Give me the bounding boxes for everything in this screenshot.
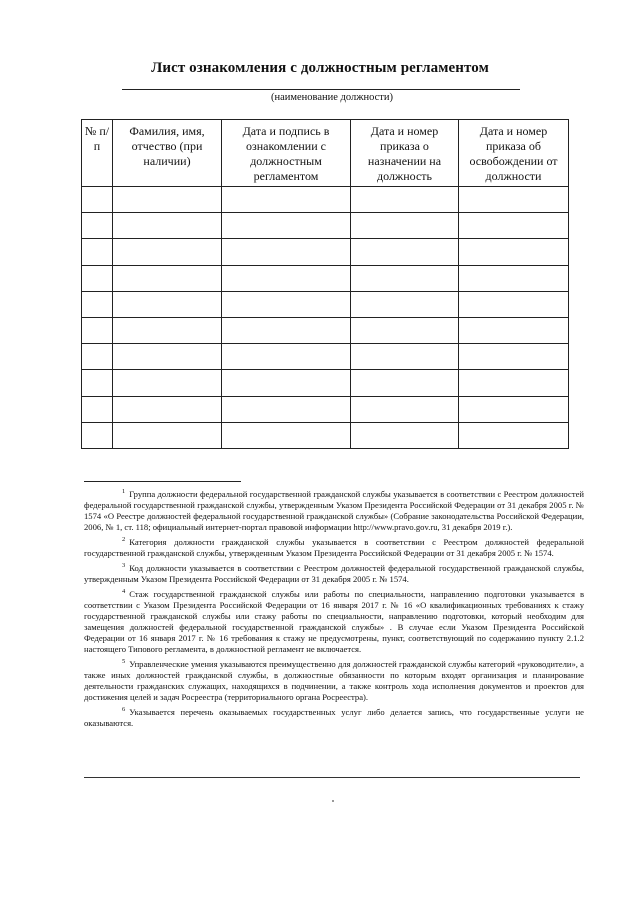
footnote-text: Категория должности гражданской службы указывается в соответствии с Реестром должностей федеральной государственной гражданской службы, утвержденным Указом Президента Российской Федерации от 31 декабря 2005 г. № 1574.: [84, 537, 584, 558]
table-cell[interactable]: [222, 213, 351, 239]
table-cell[interactable]: [351, 422, 459, 448]
table-cell[interactable]: [113, 187, 222, 213]
table-header-row: [82, 120, 569, 187]
table-cell[interactable]: [222, 396, 351, 422]
footnote-mark: 6: [122, 706, 126, 713]
document-title: Лист ознакомления с должностным регламентом: [151, 60, 489, 76]
header-dismissal-order: Дата и номер приказа об освобождении от должности: [459, 120, 569, 187]
table-row: [82, 291, 569, 317]
table-cell[interactable]: [82, 187, 113, 213]
table-cell[interactable]: [222, 187, 351, 213]
table-cell[interactable]: [459, 213, 569, 239]
footnote-mark: 2: [122, 536, 126, 543]
table-cell[interactable]: [222, 422, 351, 448]
table-cell[interactable]: [113, 422, 222, 448]
table-cell[interactable]: [351, 370, 459, 396]
table-cell[interactable]: [351, 396, 459, 422]
table-cell[interactable]: [222, 370, 351, 396]
table-cell[interactable]: [222, 291, 351, 317]
footnote: [84, 486, 584, 533]
table-cell[interactable]: [113, 344, 222, 370]
table-cell[interactable]: [222, 265, 351, 291]
acknowledgement-table: [81, 119, 569, 449]
table-cell[interactable]: [113, 291, 222, 317]
table-row: [82, 213, 569, 239]
footnotes: [84, 486, 584, 730]
table-cell[interactable]: [351, 291, 459, 317]
table-cell[interactable]: [82, 265, 113, 291]
table-cell[interactable]: [113, 239, 222, 265]
table-cell[interactable]: [351, 187, 459, 213]
table-cell[interactable]: [351, 239, 459, 265]
header-full-name: Фамилия, имя, отчество (при наличии): [113, 120, 222, 187]
footnote: [84, 586, 584, 655]
table-cell[interactable]: [222, 317, 351, 343]
footnote-mark: 1: [122, 488, 126, 495]
table-row: [82, 317, 569, 343]
footnote-text: Группа должности федеральной государственной гражданской службы указывается в соответствии с Реестром должностей федеральной государственной гражданской службы, утвержденным Указом Президента Российской Федерации от 31 декабря 2005 г. № 1574 «О Реестре должностей федеральной государственной гражданской службы» (Собрание законодательства Российской Федерации, 2006, № 1, ст. 118; официальный интернет-портал правовой информации http://www.pravo.gov.ru, 31 декабря 2019 г.).: [84, 489, 584, 532]
header-signature-date: Дата и подпись в ознакомлении с должностным регламентом: [222, 120, 351, 187]
table-cell[interactable]: [82, 317, 113, 343]
table-cell[interactable]: [222, 239, 351, 265]
table-cell[interactable]: [459, 344, 569, 370]
table-cell[interactable]: [82, 396, 113, 422]
table-body: [82, 187, 569, 449]
table-cell[interactable]: [459, 370, 569, 396]
footnote: [84, 560, 584, 585]
table-cell[interactable]: [459, 396, 569, 422]
header-number: № п/п: [82, 120, 113, 187]
footnote-mark: 4: [122, 588, 126, 595]
footnote: [84, 656, 584, 703]
table-cell[interactable]: [82, 213, 113, 239]
table-row: [82, 239, 569, 265]
table-cell[interactable]: [351, 317, 459, 343]
footnote-text: Стаж государственной гражданской службы или работы по специальности, направлению подготовки указывается в соответствии с Указом Президента Российской Федерации от 16 января 2017 г. № 16 «О квалификационных требованиях к стажу государственной гражданской службы или стажу работы по специальности, направлению подготовки, который необходим для замещения должностей федеральной государственной гражданской службы» . В случае если Указом Президента Российской Федерации от 16 января 2017 г. № 16 требования к стажу не предусмотрены, пункт, соответствующий по содержанию пункту 2.1.2 настоящего Типового регламента, в должностной регламент не включается.: [84, 589, 584, 654]
table-cell[interactable]: [113, 370, 222, 396]
table-row: [82, 370, 569, 396]
table-row: [82, 396, 569, 422]
table-cell[interactable]: [222, 344, 351, 370]
scan-speck: [332, 800, 334, 802]
table-cell[interactable]: [459, 187, 569, 213]
footnote-mark: 3: [122, 562, 126, 569]
footnote-text: Управленческие умения указываются преимущественно для должностей гражданской службы категорий «руководители», а также иных должностей гражданской службы, в должностные обязанности по которым входят организация и планирование деятельности гражданских служащих, находящихся в подчинении, а также контроль хода исполнения документов и проектов для достижения целей и задач Росреестра (территориального органа Росреестра).: [84, 659, 584, 702]
table-cell[interactable]: [113, 265, 222, 291]
position-name-caption: (наименование должности): [270, 92, 394, 103]
table-cell[interactable]: [459, 265, 569, 291]
position-name-line: [122, 89, 520, 90]
table-row: [82, 422, 569, 448]
footnote-text: Код должности указывается в соответствии с Реестром должностей федеральной государственной гражданской службы, утвержденным Указом Президента Российской Федерации от 31 декабря 2005 г. № 1574.: [84, 563, 584, 584]
table-row: [82, 344, 569, 370]
table-cell[interactable]: [459, 239, 569, 265]
table-cell[interactable]: [82, 344, 113, 370]
table-row: [82, 187, 569, 213]
footnote-mark: 5: [122, 658, 126, 665]
table-cell[interactable]: [82, 422, 113, 448]
table-cell[interactable]: [113, 396, 222, 422]
table-cell[interactable]: [113, 213, 222, 239]
table-row: [82, 265, 569, 291]
table-cell[interactable]: [351, 213, 459, 239]
footnote-text: Указывается перечень оказываемых государственных услуг либо делается запись, что государственные услуги не оказываются.: [84, 707, 584, 728]
table-cell[interactable]: [82, 239, 113, 265]
table-cell[interactable]: [82, 370, 113, 396]
footnote-separator: [84, 481, 241, 482]
footnote: [84, 534, 584, 559]
header-appointment-order: Дата и номер приказа о назначении на должность: [351, 120, 459, 187]
table-cell[interactable]: [459, 422, 569, 448]
table-cell[interactable]: [113, 317, 222, 343]
footnote: [84, 704, 584, 729]
table-cell[interactable]: [459, 291, 569, 317]
table-cell[interactable]: [351, 265, 459, 291]
table-cell[interactable]: [351, 344, 459, 370]
table-cell[interactable]: [82, 291, 113, 317]
bottom-rule: [84, 777, 580, 778]
table-cell[interactable]: [459, 317, 569, 343]
